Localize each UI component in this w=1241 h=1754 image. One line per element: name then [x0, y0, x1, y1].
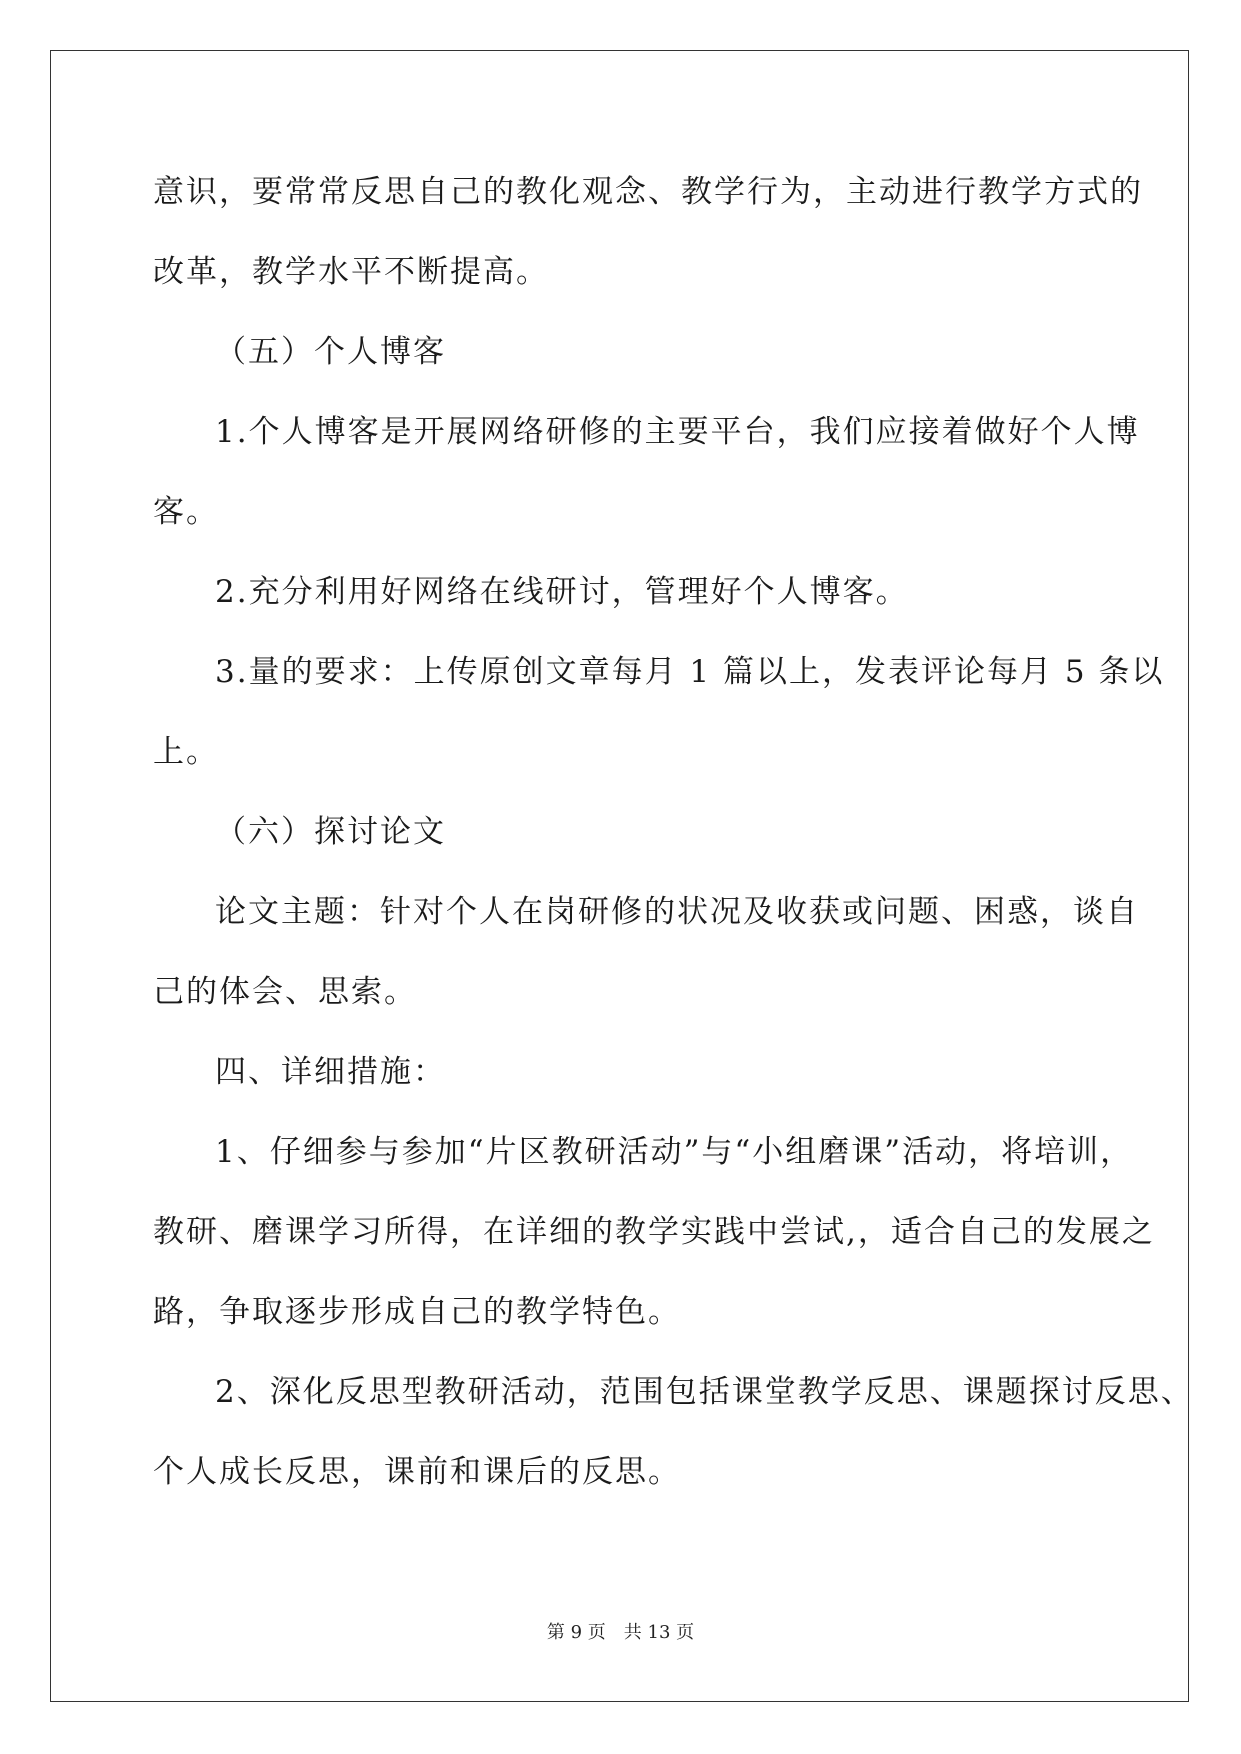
body-line: 己的体会、思索。	[153, 974, 417, 1010]
section-heading: （六）探讨论文	[215, 814, 446, 850]
body-line: 2.充分利用好网络在线研讨，管理好个人博客。	[215, 574, 909, 610]
body-line: 上。	[153, 734, 219, 770]
page-number-footer: 第 9 页 共 13 页	[546, 1622, 695, 1643]
section-heading: （五）个人博客	[215, 334, 446, 370]
body-line: 教研、磨课学习所得，在详细的教学实践中尝试,，适合自己的发展之	[153, 1214, 1155, 1250]
body-line: 路，争取逐步形成自己的教学特色。	[153, 1294, 681, 1330]
body-line: 意识，要常常反思自己的教化观念、教学行为，主动进行教学方式的	[153, 174, 1143, 210]
body-line: 2、深化反思型教研活动，范围包括课堂教学反思、课题探讨反思、	[215, 1374, 1194, 1410]
body-line: 改革，教学水平不断提高。	[153, 254, 549, 290]
body-line: 3.量的要求：上传原创文章每月 1 篇以上，发表评论每月 5 条以	[215, 654, 1165, 690]
body-line: 1.个人博客是开展网络研修的主要平台，我们应接着做好个人博	[215, 414, 1140, 450]
section-heading: 四、详细措施：	[215, 1054, 446, 1090]
body-line: 客。	[153, 494, 219, 530]
body-line: 论文主题：针对个人在岗研修的状况及收获或问题、困惑，谈自	[215, 894, 1139, 930]
body-line: 个人成长反思，课前和课后的反思。	[153, 1454, 681, 1490]
body-line: 1、仔细参与参加“片区教研活动”与“小组磨课”活动，将培训，	[215, 1134, 1134, 1170]
